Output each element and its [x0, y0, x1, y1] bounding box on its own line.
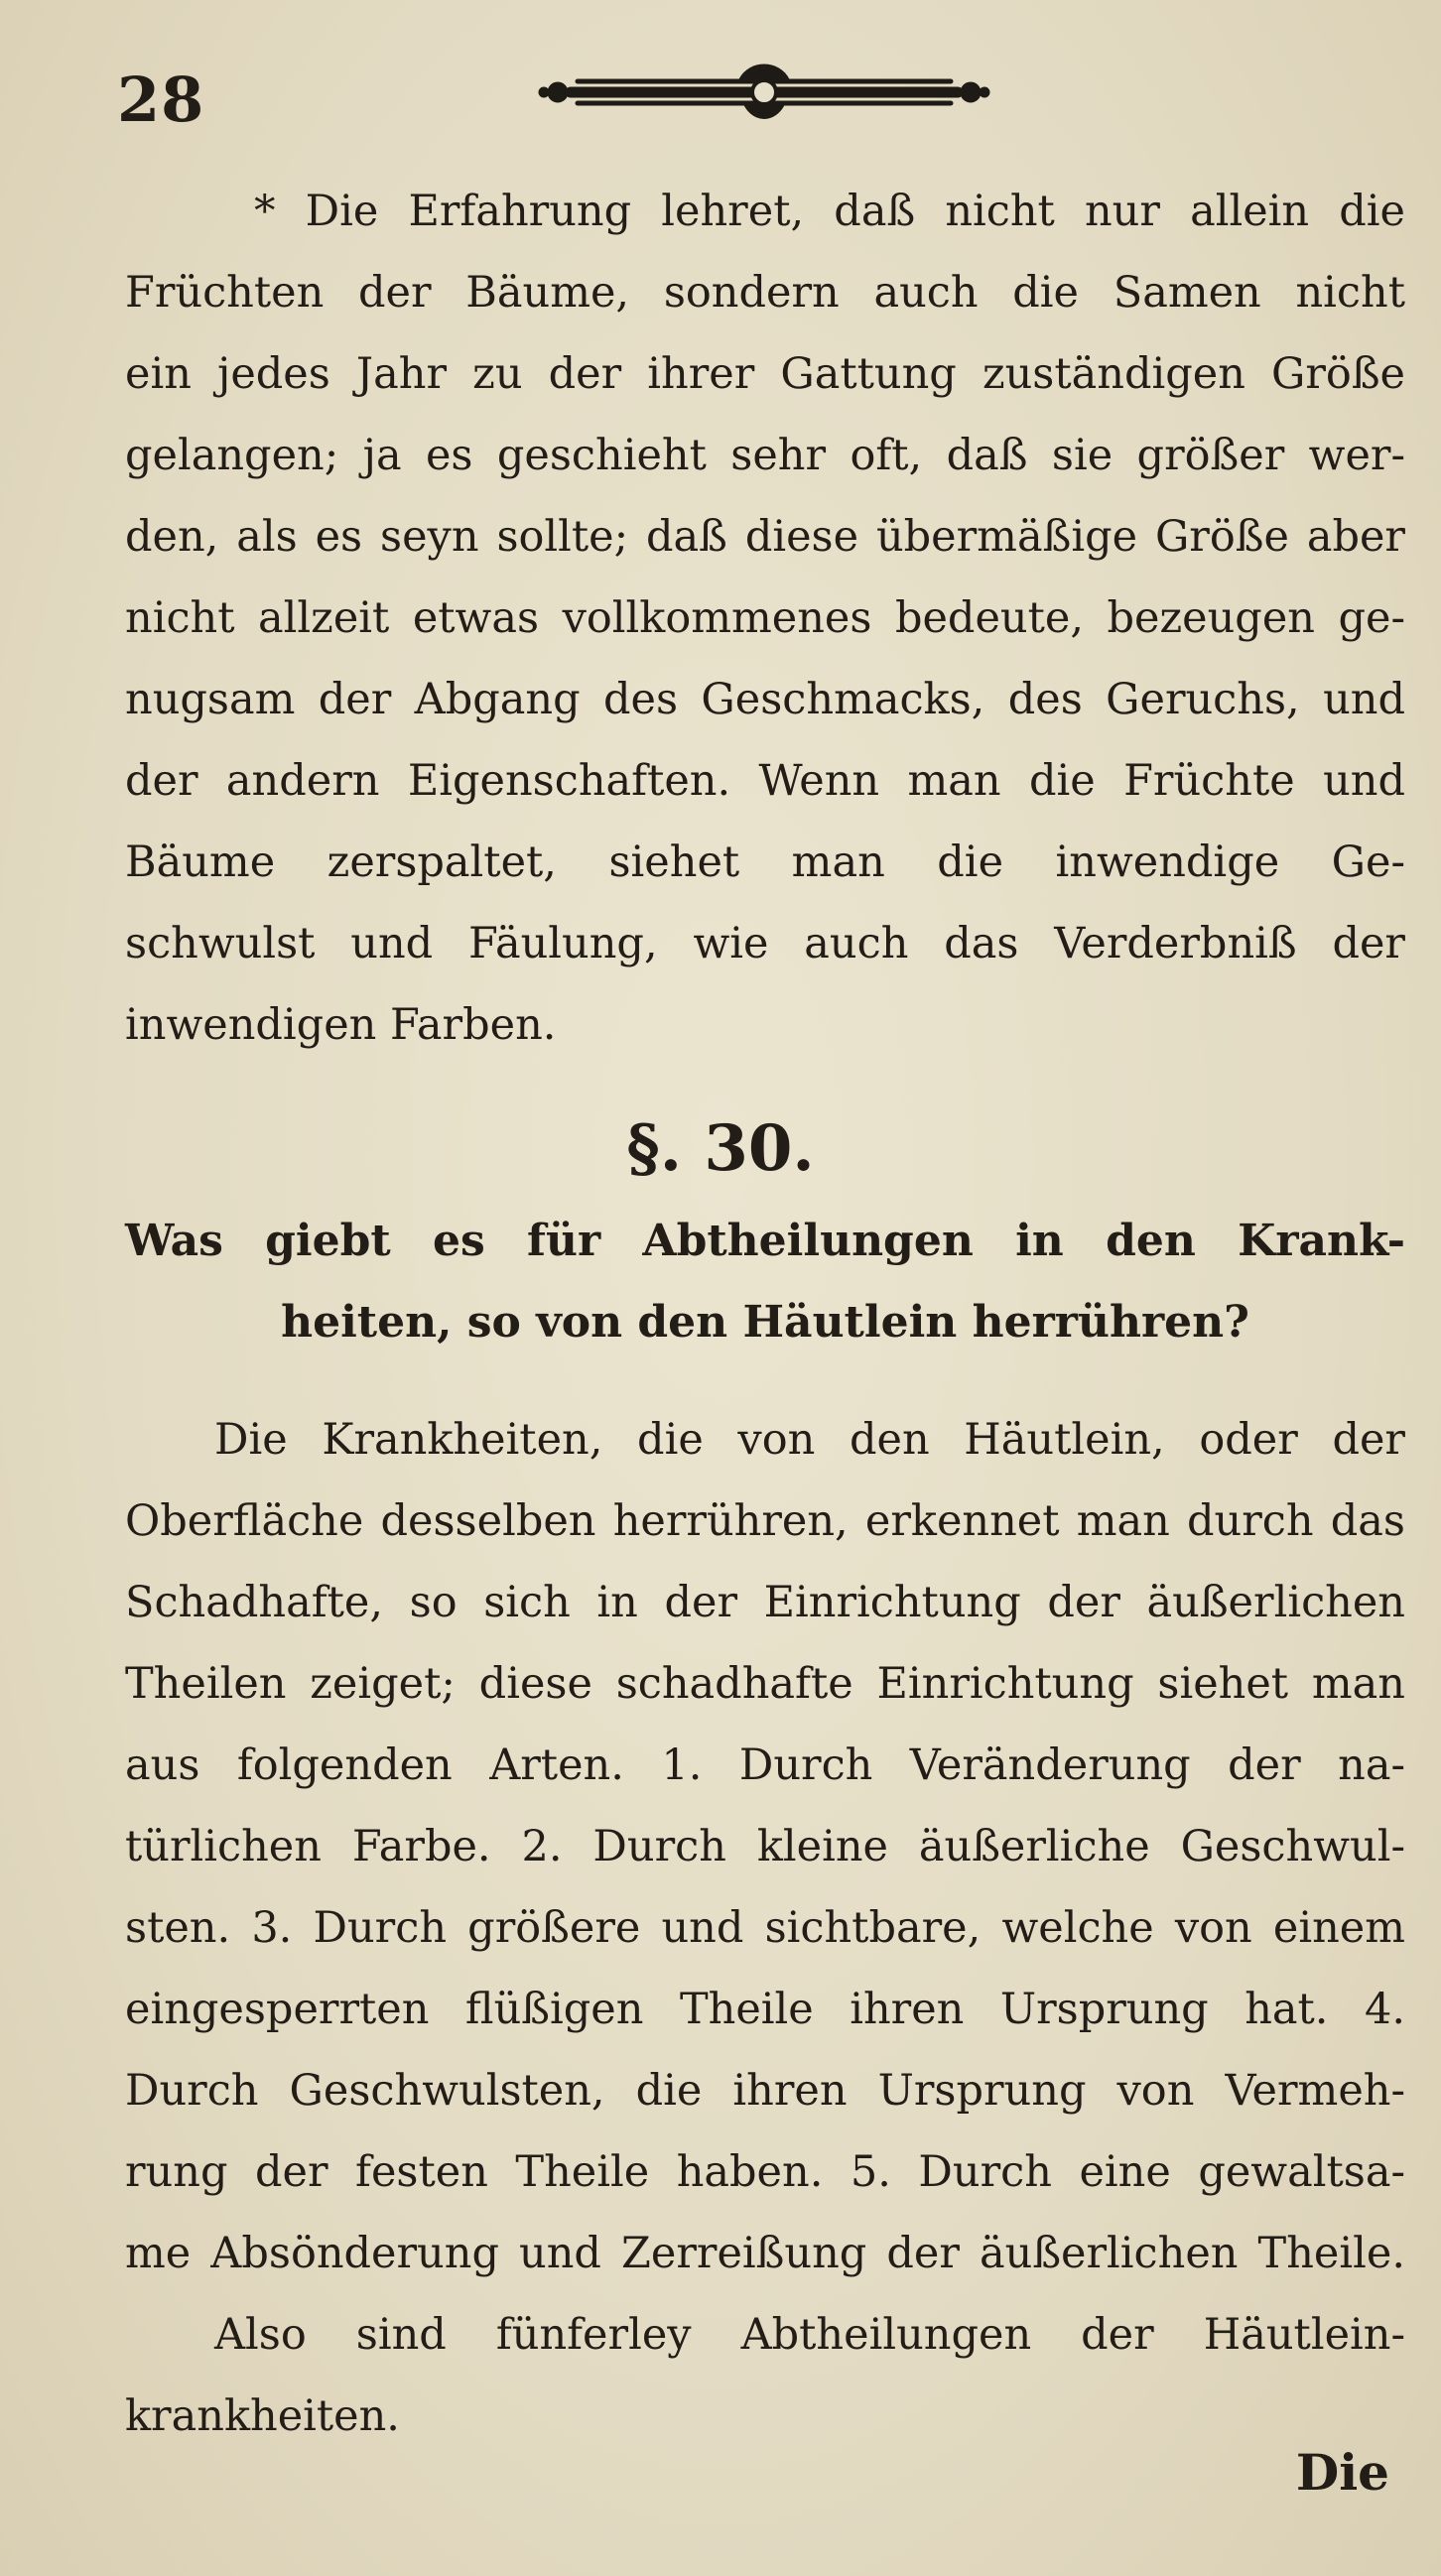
body-line: aus folgenden Arten. 1. Durch Veränderung der na- [125, 1740, 1405, 1790]
footnote-block [125, 171, 1405, 1066]
body-line: me Absönderung und Zerreißung der äußerlichen Theile. [125, 2229, 1405, 2278]
footnote-line: nugsam der Abgang des Geschmacks, des Geruchs, und [125, 675, 1405, 724]
body-line: Die Krankheiten, die von den Häutlein, oder der [214, 1415, 1405, 1465]
body-paragraph [125, 1399, 1405, 2294]
footnote-line: inwendigen Farben. [125, 1000, 557, 1050]
footnote-line: gelangen; ja es geschieht sehr oft, daß sie größer wer- [125, 431, 1405, 480]
page-number: 28 [117, 64, 205, 136]
footnote-line: Bäume zerspaltet, siehet man die inwendige Ge- [125, 837, 1405, 887]
closing-line: Also sind fünferley Abtheilungen der Häutlein- [214, 2310, 1405, 2360]
footnote-line: nicht allzeit etwas vollkommenes bedeute, bezeugen ge- [125, 593, 1405, 643]
body-line: Durch Geschwulsten, die ihren Ursprung von Vermeh- [125, 2066, 1405, 2116]
footnote-line: den, als es seyn sollte; daß diese übermäßige Größe aber [125, 512, 1405, 562]
heading-line: heiten, so von den Häutlein herrühren? [281, 1297, 1249, 1348]
body-line: Oberfläche desselben herrühren, erkennet man durch das [125, 1496, 1405, 1546]
footnote-line: * Die Erfahrung lehret, daß nicht nur allein die [254, 187, 1405, 236]
footnote-line: Früchten der Bäume, sondern auch die Samen nicht [125, 268, 1405, 318]
body-line: rung der festen Theile haben. 5. Durch eine gewaltsa- [125, 2147, 1405, 2197]
closing-paragraph [125, 2294, 1405, 2457]
body-line: eingesperrten flüßigen Theile ihren Ursprung hat. 4. [125, 1985, 1405, 2034]
footnote-line: ein jedes Jahr zu der ihrer Gattung zuständigen Größe [125, 349, 1405, 399]
section-number: §. 30. [626, 1111, 815, 1186]
body-line: Schadhafte, so sich in der Einrichtung der äußerlichen [125, 1578, 1405, 1627]
footnote-line: schwulst und Fäulung, wie auch das Verderbniß der [125, 919, 1405, 968]
body-line: türlichen Farbe. 2. Durch kleine äußerliche Geschwul- [125, 1822, 1405, 1871]
heading-line: Was giebt es für Abtheilungen in den Krank- [125, 1216, 1405, 1266]
header-ornament [536, 58, 992, 127]
body-line: Theilen zeiget; diese schadhafte Einrichtung siehet man [125, 1659, 1405, 1709]
body-line: sten. 3. Durch größere und sichtbare, welche von einem [125, 1903, 1405, 1953]
footnote-line: der andern Eigenschaften. Wenn man die Früchte und [125, 756, 1405, 806]
catchword: Die [1295, 2443, 1389, 2502]
section-heading [125, 1201, 1405, 1363]
closing-line: krankheiten. [125, 2391, 400, 2441]
